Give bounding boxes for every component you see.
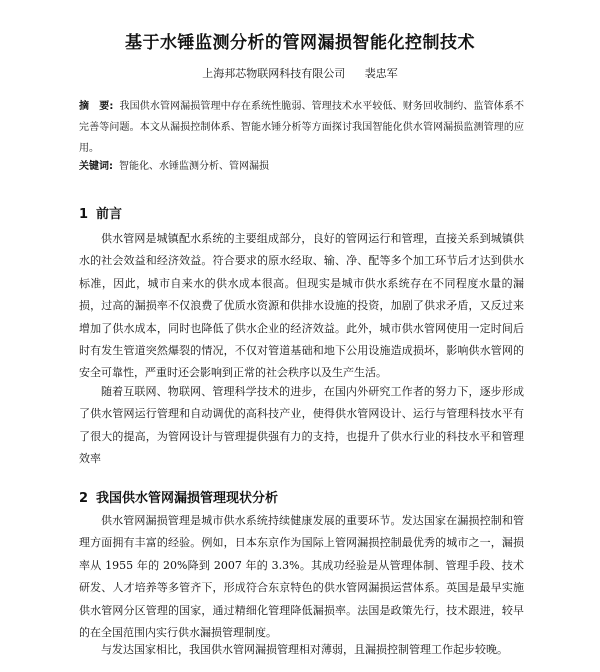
section-1-paragraph-2: 随着互联网、物联网、管理科学技术的进步，在国内外研究工作者的努力下，逐步形成了供水管网运行管理和自动调优的高科技产业，使得供水管网设计、运行与管理科技水平有了很大的提高，为管网设计与管理提供强有力的支持，也提升了供水行业的科技水平和管理效率 [79,385,524,466]
section-2-title: 我国供水管网漏损管理现状分析 [96,491,279,506]
section-2-paragraph-1: 供水管网漏损管理是城市供水系统持续健康发展的重要环节。发达国家在漏损控制和管理方面拥有丰富的经验。例如，日本东京作为国际上管网漏损控制最优秀的城市之一，漏损率从 1955 年的 20%降到 2007 年的 3.3%。其成功经验是从管理体制、管理手段、技术研发、人才培养等多管齐下，形成符合东京特色的供水管网漏损运营体系。英国是最早实施供水管网分区管理的国家，通过精细化管理降低漏损率。法国是政策先行，技术跟进，较早的在全国范围内实行供水漏损管理制度。 [79,514,524,640]
keywords [79,160,524,174]
affiliation-line [0,65,600,81]
keywords-text: 智能化、水锤监测分析、管网漏损 [119,161,269,172]
section-1-number: 1 [79,207,89,222]
author-name: 裴忠军 [364,67,398,80]
company-name: 上海邦芯物联网科技有限公司 [202,67,346,80]
section-2-paragraph-2: 与发达国家相比，我国供水管网漏损管理相对薄弱，且漏损控制管理工作起步较晚。 [101,643,508,656]
section-2-number: 2 [79,491,89,506]
paper-title: 基于水锤监测分析的管网漏损智能化控制技术 [125,33,475,53]
abstract-text: 我国供水管网漏损管理中存在系统性脆弱、管理技术水平较低、财务回收制约、监管体系不完善等问题。本文从漏损控制体系、智能水锤分析等方面探讨我国智能化供水管网漏损监测管理的应用。 [79,101,525,154]
abstract [79,96,524,159]
keywords-label: 关键词: [79,161,113,172]
section-2-heading [79,487,278,506]
section-1-title: 前言 [96,207,123,222]
abstract-label: 摘 要: [79,101,114,112]
section-1-heading [79,203,122,222]
section-1-paragraph-1: 供水管网是城镇配水系统的主要组成部分，良好的管网运行和管理，直接关系到城镇供水的社会效益和经济效益。符合要求的原水经取、输、净、配等多个加工环节后才达到供水标准，因此，城市自来水的供水成本很高。但现实是城市供水系统存在不同程度水量的漏损，过高的漏损率不仅浪费了优质水资源和供排水设施的投资，加剧了供求矛盾，又反过来增加了供水成本，同时也降低了供水企业的经济效益。此外，城市供水管网使用一定时间后时有发生管道突然爆裂的情况，不仅对管道基础和地下公用设施造成损坏，影响供水管网的安全可靠性，严重时还会影响到正常的社会秩序以及生产生活。 [79,232,524,380]
